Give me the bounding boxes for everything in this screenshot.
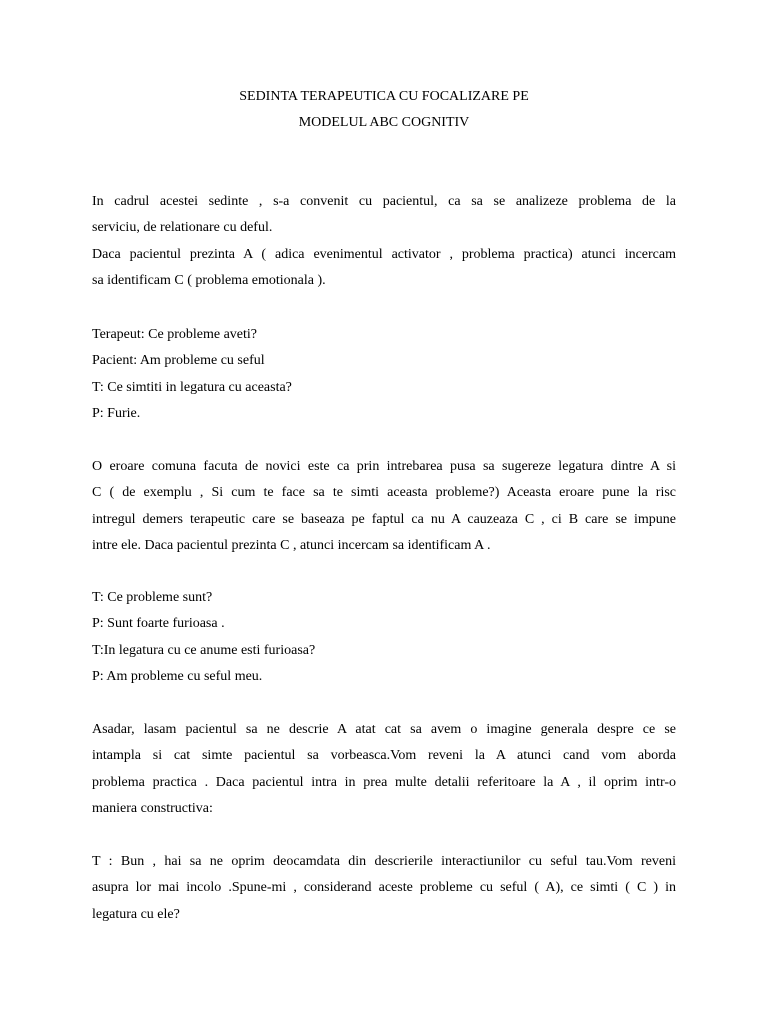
error-line-3: intregul demers terapeutic care se baseaza pe faptul ca nu A cauzeaza C , ci B care se impune <box>92 511 676 527</box>
asadar-paragraph <box>92 717 676 823</box>
intro-line-4: sa identificam C ( problema emotionala ). <box>92 273 326 289</box>
page-title <box>0 84 768 136</box>
dialogue-line: P: Sunt foarte furioasa . <box>92 616 225 632</box>
asadar-line-2: intampla si cat simte pacientul sa vorbeasca.Vom reveni la A atunci cand vom aborda <box>92 748 676 764</box>
error-paragraph <box>92 454 676 560</box>
closing-line-1: T : Bun , hai sa ne oprim deocamdata din descrierile interactiunilor cu seful tau.Vom reveni <box>92 854 676 869</box>
intro-paragraph <box>92 189 676 295</box>
dialogue-block-1 <box>92 322 676 428</box>
closing-line-2: asupra lor mai incolo .Spune-mi , considerand aceste probleme cu seful ( A), ce simti ( C ) in <box>92 880 676 896</box>
error-line-2: C ( de exemplu , Si cum te face sa te simti aceasta probleme?) Aceasta eroare pune la risc <box>92 485 676 501</box>
asadar-line-4: maniera constructiva: <box>92 801 213 817</box>
closing-line-3: legatura cu ele? <box>92 906 180 922</box>
error-line-1: O eroare comuna facuta de novici este ca prin intrebarea pusa sa sugereze legatura dintre A si <box>92 459 676 474</box>
title-line-2: MODELUL ABC COGNITIV <box>298 115 470 130</box>
dialogue-line: Pacient: Am probleme cu seful <box>92 353 265 369</box>
dialogue-block-2 <box>92 585 676 691</box>
error-line-4: intre ele. Daca pacientul prezinta C , atunci incercam sa identificam A . <box>92 538 491 554</box>
dialogue-line: T: Ce simtiti in legatura cu aceasta? <box>92 379 292 395</box>
intro-line-3: Daca pacientul prezinta A ( adica evenimentul activator , problema practica) atunci incercam <box>92 246 676 262</box>
asadar-line-1: Asadar, lasam pacientul sa ne descrie A atat cat sa avem o imagine generala despre ce se <box>92 722 676 737</box>
intro-line-2: serviciu, de relationare cu deful. <box>92 220 273 236</box>
asadar-line-3: problema practica . Daca pacientul intra in prea multe detalii referitoare la A , il oprim intr-o <box>92 774 676 790</box>
intro-line-1: In cadrul acestei sedinte , s-a convenit cu pacientul, ca sa se analizeze problema de la <box>92 194 676 209</box>
title-line-1: SEDINTA TERAPEUTICA CU FOCALIZARE PE <box>239 89 529 104</box>
dialogue-line: T: Ce probleme sunt? <box>92 590 213 605</box>
closing-paragraph <box>92 849 676 928</box>
dialogue-line: T:In legatura cu ce anume esti furioasa? <box>92 642 316 658</box>
dialogue-line: P: Furie. <box>92 406 141 422</box>
dialogue-line: P: Am probleme cu seful meu. <box>92 669 263 685</box>
dialogue-line: Terapeut: Ce probleme aveti? <box>92 327 257 342</box>
